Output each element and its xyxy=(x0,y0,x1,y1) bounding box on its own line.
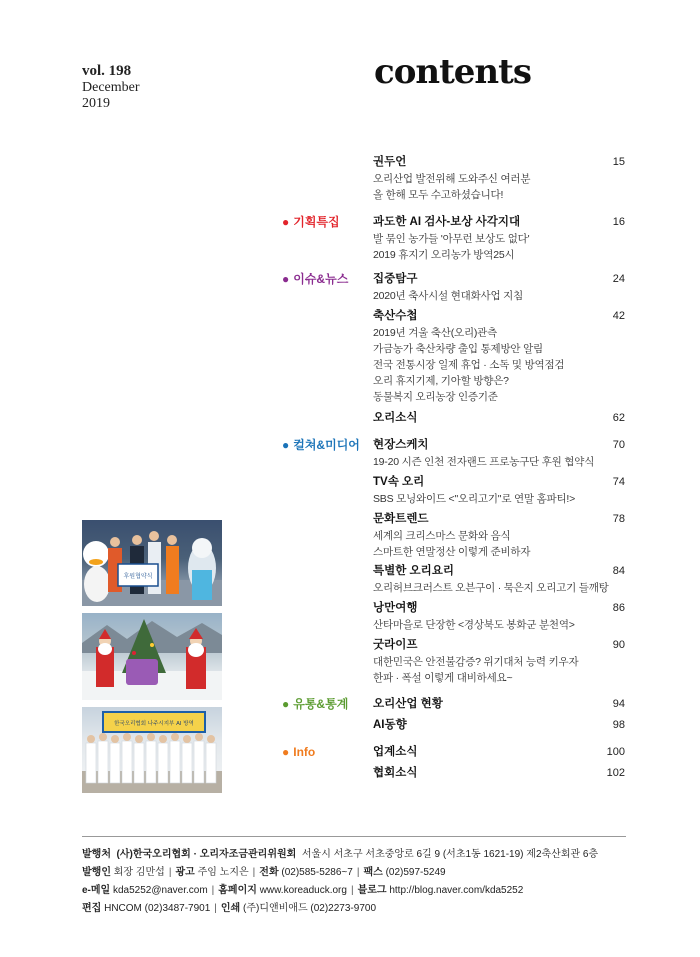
team-scene xyxy=(82,707,222,793)
toc-entry[interactable]: TV속 오리 74 SBS 모닝와이드 <"오리고기"로 연말 홈파티!> xyxy=(373,476,625,505)
toc-entry[interactable]: AI동향 98 xyxy=(373,717,625,734)
homepage-link[interactable]: www.koreaduck.org xyxy=(259,885,347,896)
blog-link[interactable]: http://blog.naver.com/kda5252 xyxy=(389,885,524,896)
email-link[interactable]: kda5252@naver.com xyxy=(113,885,208,896)
section-planning: ● 기획특집 xyxy=(282,215,340,229)
section-bullet-icon: ● xyxy=(282,272,290,286)
toc-entry[interactable]: 업계소식 100 xyxy=(373,744,625,761)
contents-logo: contents xyxy=(374,52,532,92)
toc-entry[interactable]: 현장스케치 70 19-20 시즌 인천 전자랜드 프로농구단 후원 협약식 xyxy=(373,439,625,468)
section-bullet-icon: ● xyxy=(282,215,290,229)
page-number: 98 xyxy=(612,719,625,731)
section-bullet-icon: ● xyxy=(282,697,290,711)
photo-ai-prevention-team xyxy=(82,707,222,793)
section-info: ● Info xyxy=(282,745,316,759)
toc-entry[interactable]: 오리산업 현황 94 xyxy=(373,696,625,713)
toc-entry[interactable]: 권두언 15 오리산업 발전위해 도와주신 여러분 올 한해 모두 수고하셨습니다! xyxy=(373,156,625,201)
issue-info xyxy=(82,62,140,112)
issue-month: December xyxy=(82,80,140,95)
page-number: 62 xyxy=(612,412,625,424)
page-number: 102 xyxy=(606,767,625,779)
toc-entry[interactable]: 축산수첩 42 2019년 겨울 축산(오리)관측 가금농가 축산차량 출입 통제방안 알림 전국 전통시장 일제 휴업 · 소독 및 방역점검 오리 휴지기제, 기아할 방향은? 동물복지 오리농장 인증기준 xyxy=(373,310,625,403)
page-number: 100 xyxy=(606,746,625,758)
section-issue-news: ● 이슈&뉴스 xyxy=(282,272,349,286)
santa-scene xyxy=(82,613,222,700)
page-number: 78 xyxy=(612,513,625,525)
issue-year: 2019 xyxy=(82,96,110,111)
toc-entry[interactable]: 오리소식 62 xyxy=(373,410,625,427)
toc-entry[interactable]: 굿라이프 90 대한민국은 안전불감증? 위기대처 능력 키우자 한파 · 폭설 이렇게 대비하세요~ xyxy=(373,639,625,684)
footer-divider xyxy=(82,836,626,837)
page-number: 15 xyxy=(612,156,625,168)
page-number: 24 xyxy=(612,273,625,285)
toc-entry[interactable]: 문화트렌드 78 세계의 크리스마스 문화와 음식 스마트한 연말정산 이렇게 준비하자 xyxy=(373,513,625,558)
sponsorship-scene xyxy=(82,520,222,606)
page-number: 42 xyxy=(612,310,625,322)
page-number: 86 xyxy=(612,602,625,614)
photo-santa-village xyxy=(82,613,222,700)
section-bullet-icon: ● xyxy=(282,745,290,759)
page-number: 90 xyxy=(612,639,625,651)
toc-entry[interactable]: 낭만여행 86 산타마을로 단장한 <경상북도 봉화군 분천역> xyxy=(373,602,625,631)
section-distribution-stats: ● 유통&통계 xyxy=(282,697,349,711)
toc-entry[interactable]: 특별한 오리요리 84 오리허브크러스트 오븐구이 · 묵은지 오리고기 들깨탕 xyxy=(373,565,625,594)
toc-entry[interactable]: 집중탐구 24 2020년 축사시설 현대화사업 지침 xyxy=(373,273,625,302)
section-bullet-icon: ● xyxy=(282,438,290,452)
page-number: 74 xyxy=(612,476,625,488)
section-culture-media: ● 컬쳐&미디어 xyxy=(282,438,360,452)
banner-text: 한국오리협회 나주시지부 AI 방역 xyxy=(114,721,194,727)
page-number: 84 xyxy=(612,565,625,577)
sponsorship-sign: 후원협약식 xyxy=(123,573,153,580)
page-number: 16 xyxy=(612,216,625,228)
imprint-line-publisher: 발행처 (사)한국오리협회 · 오리자조금관리위원회 서울시 서초구 서초중앙로 6길 9 (서초1동 1621-19) 제2축산회관 6층 xyxy=(82,849,599,860)
imprint-line-production: 편집 HNCOM (02)3487-7901 | 인쇄 (주)디앤비애드 (02)2273-9700 xyxy=(82,903,377,914)
imprint-line-contact: e-메일 kda5252@naver.com | 홈페이지 www.koreaduck.org | 블로그 http://blog.naver.com/kda5252 xyxy=(82,885,524,896)
page-number: 94 xyxy=(612,698,625,710)
photo-basketball-sponsorship xyxy=(82,520,222,606)
issue-volume: vol. 198 xyxy=(82,63,132,79)
toc-entry[interactable]: 협회소식 102 xyxy=(373,765,625,782)
page-number: 70 xyxy=(612,439,625,451)
toc-entry[interactable]: 과도한 AI 검사-보상 사각지대 16 발 묶인 농가들 '아무런 보상도 없다' 2019 휴지기 오리농가 방역25시 xyxy=(373,216,625,261)
imprint-line-issuer: 발행인 회장 김만섭 | 광고 주임 노지은 | 전화 (02)585-5286~7 | 팩스 (02)597-5249 xyxy=(82,867,446,878)
